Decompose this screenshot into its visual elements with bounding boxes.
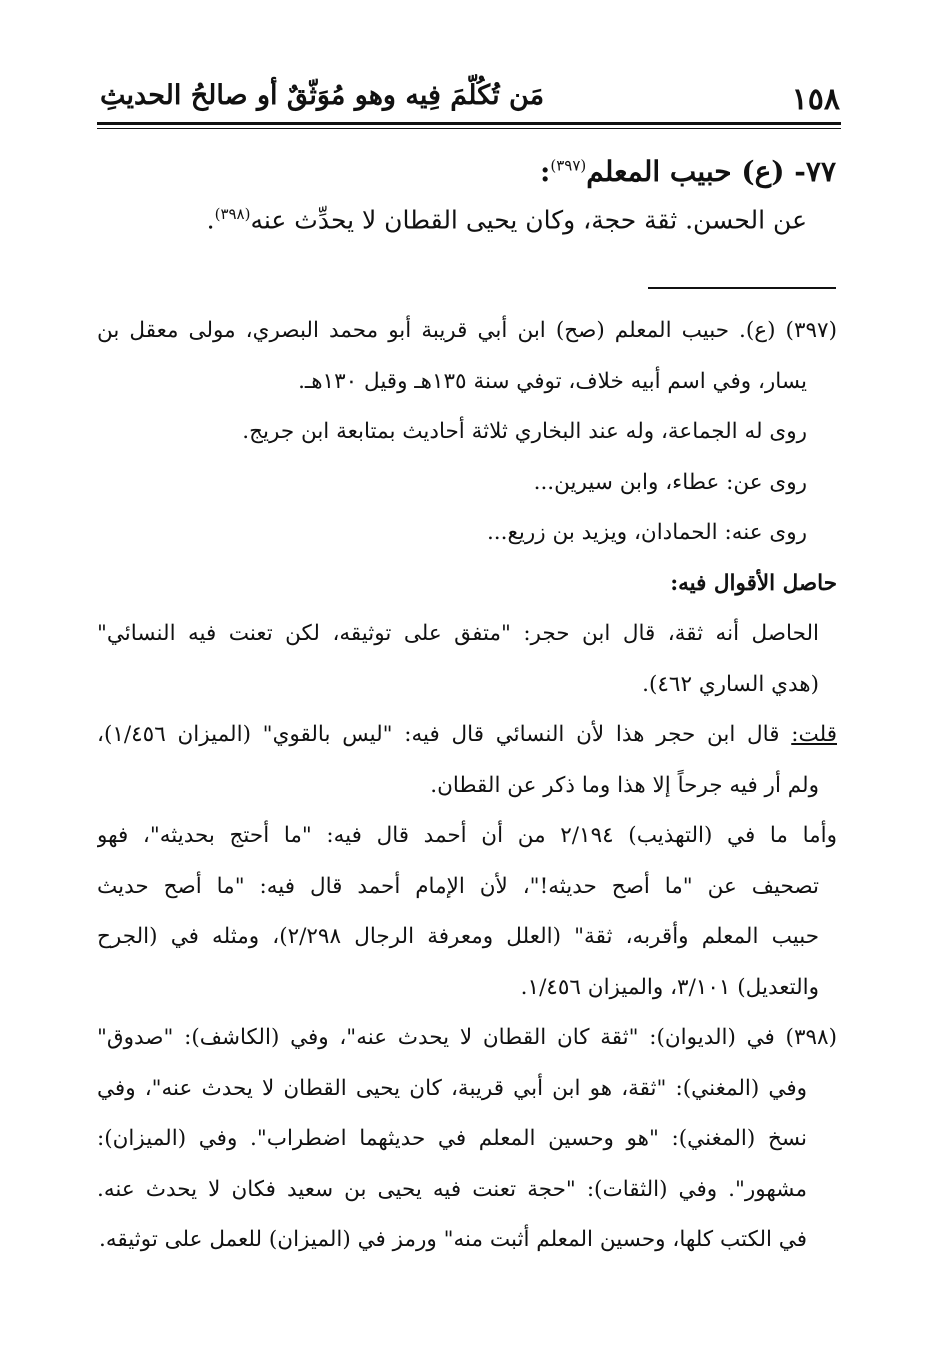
section-heading-summary: حاصل الأقوال فيه: — [670, 570, 837, 596]
footnote-397-line-1: (٣٩٧) (ع). حبيب المعلم (صح) ابن أبي قريبة أبو محمد البصري، مولى معقل بن — [97, 318, 837, 343]
entry-heading-text: ٧٧- (ع) حبيب المعلم — [586, 155, 836, 188]
comment-line-1-text: قال ابن حجر هذا لأن النسائي قال فيه: "ليس بالقوي" (الميزان ١/٤٥٦)، — [97, 722, 792, 747]
summary-line-1: الحاصل أنه ثقة، قال ابن حجر: "متفق على توثيقه، لكن تعنت فيه النسائي" — [97, 621, 819, 646]
footnotes — [97, 306, 837, 1266]
entry-body-end: . — [206, 205, 215, 235]
entry-heading-footnote-ref[interactable]: (٣٩٧) — [550, 156, 587, 175]
comment-line-3: وأما ما في (التهذيب) ٢/١٩٤ من أن أحمد قال فيه: "ما أحتج بحديثه"، فهو — [97, 823, 837, 848]
comment-line-4: تصحيف عن "ما أصح حديثه!"، لأن الإمام أحمد قال فيه: "ما أصح حديث — [97, 873, 819, 899]
footnote-separator — [648, 287, 836, 289]
page-header — [100, 70, 840, 126]
footnote-398-line-1: (٣٩٨) في (الديوان): "ثقة كان القطان لا يحدث عنه"، وفي (الكاشف): "صدوق" — [97, 1025, 837, 1050]
comment-line-6: والتعديل) ٣/١٠١، والميزان ١/٤٥٦. — [520, 974, 819, 1000]
running-title: مَن تُكُلّمَ فِيه وهو مُوَثّقٌ أو صالحُ الحديثِ — [100, 80, 545, 111]
footnote-397-line-3: روى له الجماعة، وله عند البخاري ثلاثة أحاديث بمتابعة ابن جريج. — [242, 419, 807, 444]
header-rule-thick — [97, 122, 841, 125]
summary-line-2: (هدي الساري ٤٦٢). — [642, 671, 819, 697]
footnote-398-line-4: مشهور". وفي (الثقات): "حجة تعنت فيه يحيى بن سعيد فكان لا يحدث عنه. — [97, 1176, 807, 1202]
comment-line-2: ولم أر فيه جرحاً إلا هذا وما ذكر عن القطان. — [430, 772, 819, 798]
entry-body-text: عن الحسن. ثقة حجة، وكان يحيى القطان لا يحدِّث عنه — [250, 205, 807, 235]
footnote-398-line-2: وفي (المغني): "ثقة، هو ابن أبي قريبة، كان يحيى القطان لا يحدث عنه"، وفي — [97, 1075, 807, 1101]
entry-body — [87, 205, 807, 234]
footnote-397-line-4: روى عن: عطاء، وابن سيرين... — [533, 469, 807, 495]
page-number: ١٥٨ — [791, 82, 840, 117]
footnote-397-line-5: روى عنه: الحمادان، ويزيد بن زريع... — [486, 520, 807, 545]
entry-heading-colon: : — [540, 155, 551, 188]
footnote-398-line-3: نسخ (المغني): "هو وحسين المعلم في حديثهما اضطراب". وفي (الميزان): — [97, 1126, 807, 1151]
comment-label: قلت: — [791, 722, 837, 747]
entry-heading — [96, 155, 836, 188]
footnote-397-line-2: يسار، وفي اسم أبيه خلاف، توفي سنة ١٣٥هـ وقيل ١٣٠هـ. — [298, 368, 807, 394]
comment-line-1 — [97, 710, 837, 761]
footnote-398-line-5: في الكتب كلها، وحسين المعلم أثبت منه" ورمز في (الميزان) للعمل على توثيقه. — [99, 1227, 807, 1252]
entry-body-footnote-ref[interactable]: (٣٩٨) — [214, 205, 251, 223]
header-rule-thin — [97, 128, 841, 129]
comment-line-5: حبيب المعلم وأقربه، ثقة" (العلل ومعرفة الرجال ٢/٢٩٨)، ومثله في (الجرح — [97, 924, 820, 949]
